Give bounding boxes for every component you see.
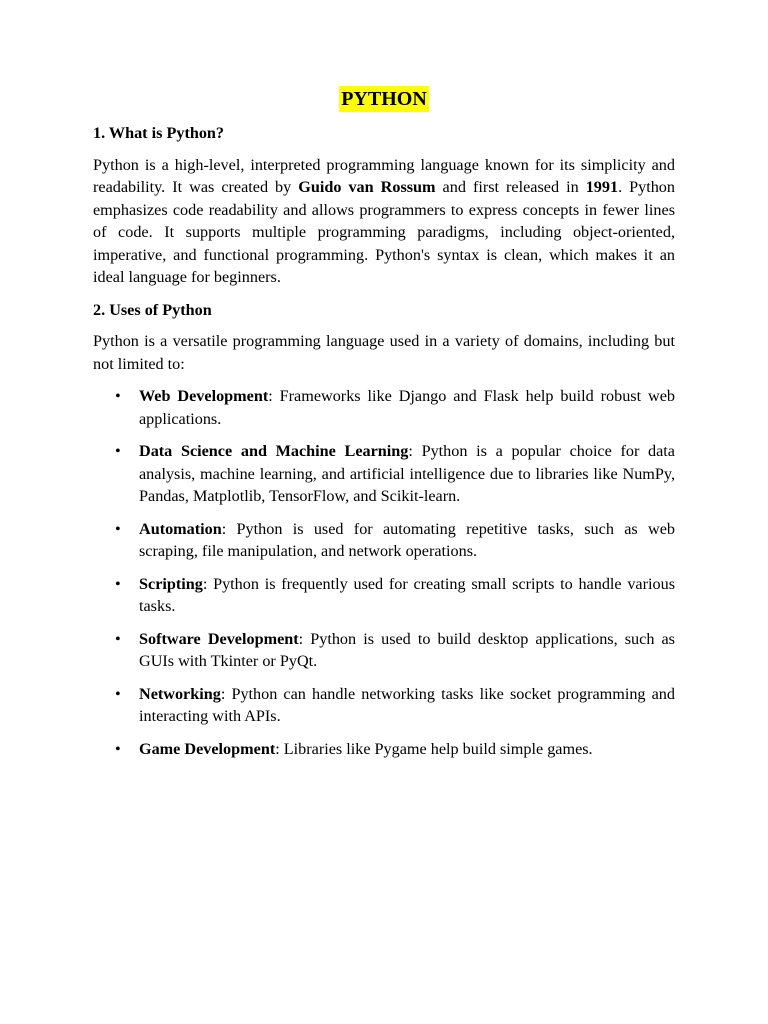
bullet-icon: • <box>115 442 121 460</box>
list-item-term: Automation <box>139 519 222 538</box>
list-item-text: : Python is frequently used for creating small scripts to handle various tasks. <box>139 574 675 615</box>
list-item-term: Data Science and Machine Learning <box>139 442 409 460</box>
bullet-icon: • <box>115 739 121 758</box>
list-item-term: Software Development <box>139 629 299 648</box>
paragraph-text: . Python emphasizes code readability and allows programmers to express concepts in fewer lines of code. It supports multiple programming paradigms, including object-oriented, imperative, and functional programming. Python's syntax is clean, which makes it an ideal language for beginners. <box>93 178 675 286</box>
list-item-text: : Python is a popular choice for data analysis, machine learning, and artificial intelligence due to libraries like NumPy, Pandas, Matplotlib, TensorFlow, and Scikit-learn. <box>139 442 675 505</box>
uses-bullet-list <box>93 385 675 760</box>
list-item <box>93 440 675 508</box>
paragraph-text: and first released in <box>435 178 586 196</box>
list-item <box>93 628 675 673</box>
bullet-icon: • <box>115 684 121 703</box>
bullet-icon: • <box>115 519 121 538</box>
bullet-icon: • <box>115 387 121 405</box>
paragraph-text: Python is a high-level, interpreted programming language known for its simplicity and readability. It was created by <box>93 155 675 196</box>
section-heading-uses-of-python: 2. Uses of Python <box>93 300 212 319</box>
list-item <box>93 518 675 563</box>
list-item-term: Scripting <box>139 574 203 593</box>
section-heading-what-is-python: 1. What is Python? <box>93 124 225 142</box>
section-intro-uses-of-python: Python is a versatile programming language used in a variety of domains, including but not limited to: <box>93 332 675 373</box>
creator-name: Guido van Rossum <box>298 178 436 196</box>
bullet-icon: • <box>115 629 121 648</box>
list-item-text: : Python is used to build desktop applications, such as GUIs with Tkinter or PyQt. <box>139 629 675 670</box>
list-item-term: Game Development <box>139 739 276 758</box>
bullet-icon: • <box>115 574 121 593</box>
title-container <box>93 86 675 113</box>
list-item-text: : Python is used for automating repetitive tasks, such as web scraping, file manipulation, and network operations. <box>139 519 675 560</box>
page-title: PYTHON <box>341 88 427 110</box>
list-item-term: Web Development <box>139 387 269 405</box>
list-item <box>93 573 675 618</box>
list-item <box>93 738 675 761</box>
list-item-text: : Frameworks like Django and Flask help build robust web applications. <box>139 387 675 428</box>
section-paragraph-what-is-python <box>93 154 675 289</box>
list-item-term: Networking <box>139 684 221 703</box>
release-year: 1991 <box>585 178 619 196</box>
list-item <box>93 683 675 728</box>
list-item-text: : Python can handle networking tasks like socket programming and interacting with APIs. <box>139 684 675 725</box>
list-item <box>93 385 675 430</box>
list-item-text: : Libraries like Pygame help build simple games. <box>275 739 593 758</box>
